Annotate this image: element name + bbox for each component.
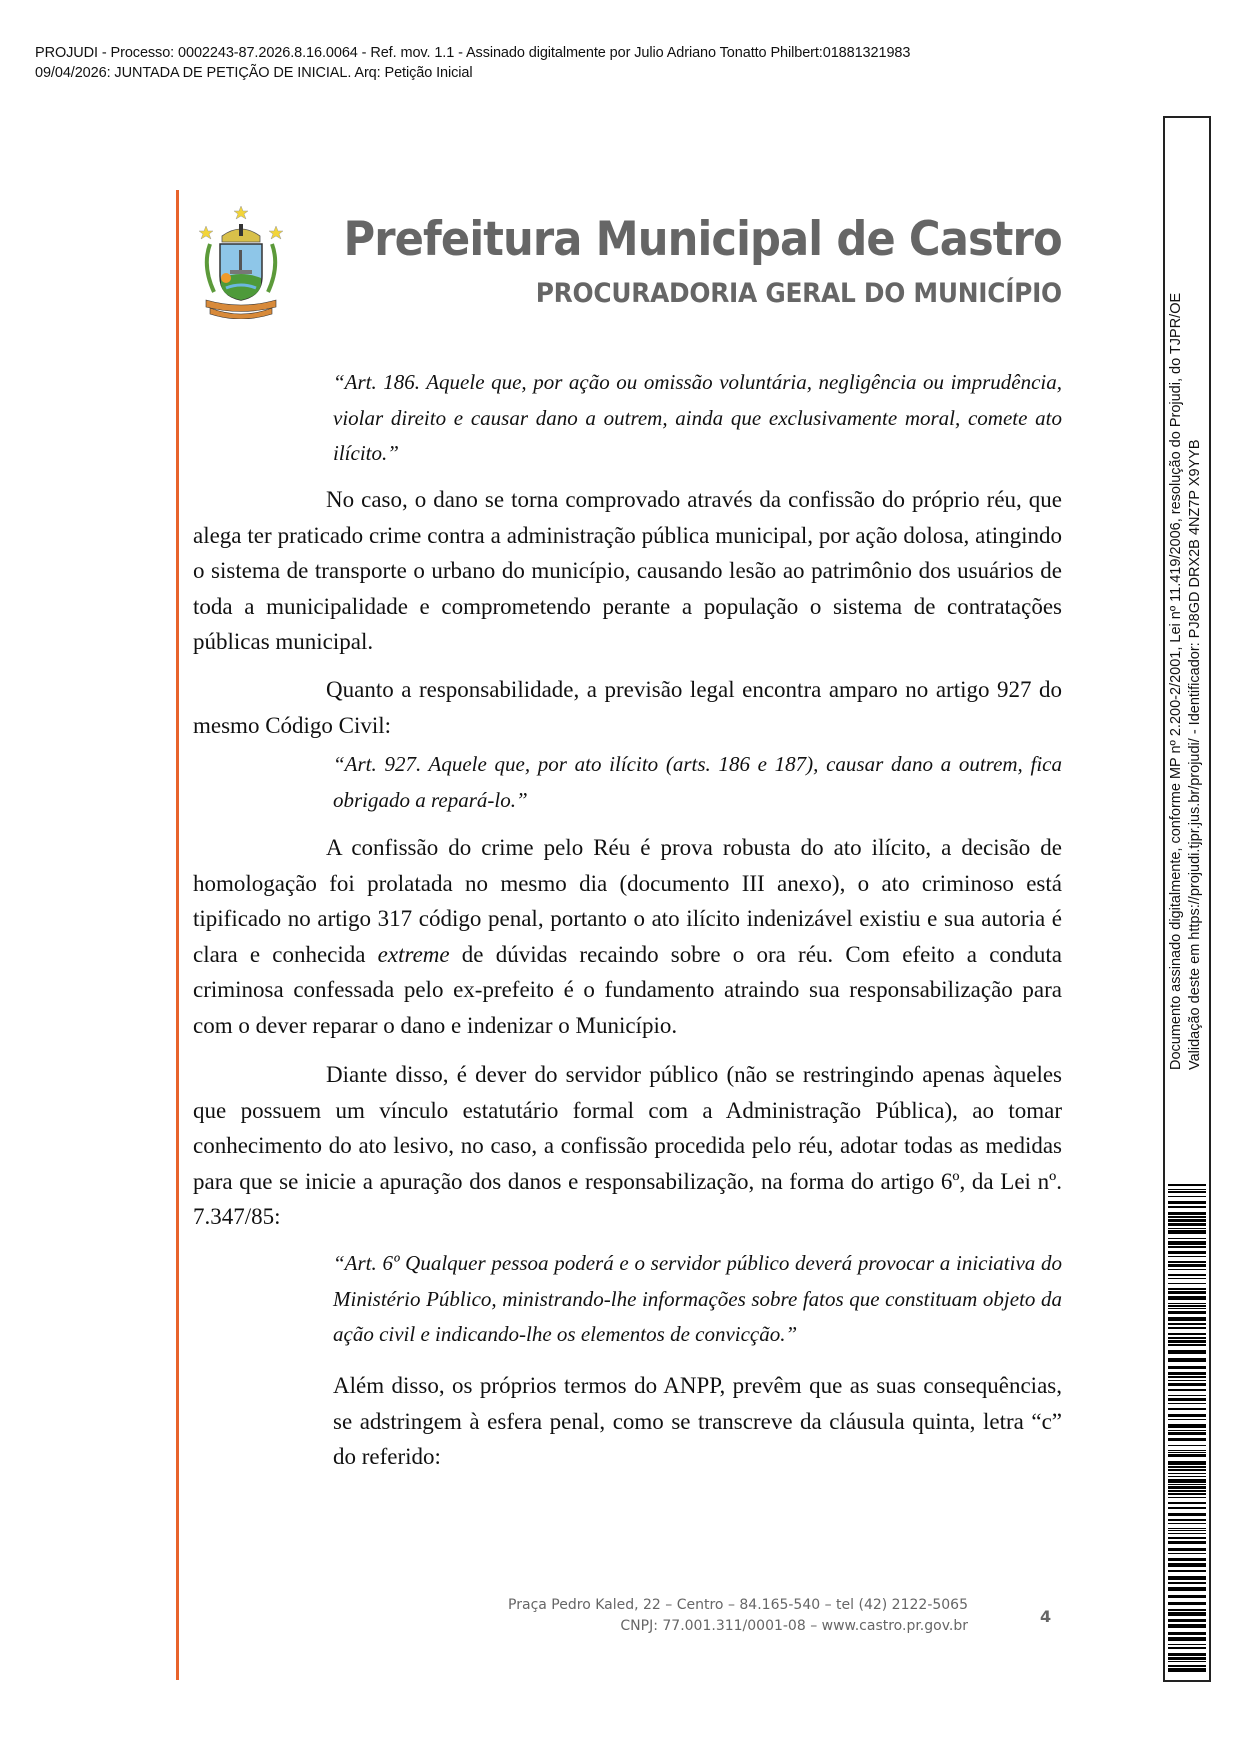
barcode-bar — [1168, 1283, 1206, 1284]
accent-line — [176, 190, 179, 1680]
footer-address: Praça Pedro Kaled, 22 – Centro – 84.165-540 – tel (42) 2122-5065 — [508, 1597, 968, 1613]
barcode-bar — [1168, 1264, 1206, 1267]
barcode-bar — [1168, 1389, 1206, 1391]
projudi-header-line2: 09/04/2026: JUNTADA DE PETIÇÃO DE INICIAL. Arq: Petição Inicial — [35, 65, 473, 81]
barcode-bar — [1168, 1587, 1206, 1591]
barcode-bar — [1168, 1502, 1206, 1504]
barcode-bar — [1168, 1644, 1206, 1645]
barcode-bar — [1168, 1424, 1206, 1428]
barcode-bar — [1168, 1219, 1206, 1222]
barcode-bar — [1168, 1576, 1206, 1580]
barcode-bar — [1168, 1344, 1206, 1346]
barcode-bar — [1168, 1296, 1206, 1300]
barcode-bar — [1168, 1246, 1206, 1248]
barcode-bar — [1168, 1661, 1206, 1662]
barcode-bar — [1168, 1305, 1206, 1307]
barcode-bar — [1168, 1497, 1206, 1498]
barcode-bar — [1168, 1612, 1206, 1616]
barcode-bar — [1168, 1403, 1206, 1404]
barcode-bar — [1168, 1493, 1206, 1495]
barcode-bar — [1168, 1395, 1206, 1396]
barcode-bar — [1168, 1486, 1206, 1489]
paragraph-diante-disso — [193, 1057, 1062, 1235]
paragraph-diante-disso-text: Diante disso, é dever do servidor público (não se restringindo apenas àqueles que possuem um vínculo estatutário formal com a Administração Pública), ao tomar conhecimento do ato lesivo, no caso, a confissão procedida pelo réu, adotar todas as medidas para que se inicie a apuração dos danos e responsabilização, na forma do artigo 6º, da Lei nº. 7.347/85: — [193, 1062, 1062, 1229]
barcode-bar — [1168, 1323, 1206, 1325]
barcode-bar — [1168, 1398, 1206, 1401]
quote-art-927: “Art. 927. Aquele que, por ato ilícito (arts. 186 e 187), causar dano a outrem, fica obrigado a repará-lo.” — [333, 752, 1062, 812]
barcode-bar — [1168, 1558, 1206, 1561]
barcode-bar — [1168, 1479, 1206, 1483]
barcode-bar — [1168, 1432, 1206, 1435]
barcode-bar — [1168, 1327, 1206, 1329]
barcode-bar — [1168, 1619, 1206, 1622]
barcode-bar — [1168, 1212, 1206, 1215]
barcode-bar — [1168, 1191, 1206, 1193]
barcode-bar — [1168, 1445, 1206, 1446]
coat-of-arms-icon — [196, 204, 286, 319]
barcode-bar — [1168, 1563, 1206, 1567]
barcode-bar — [1168, 1238, 1206, 1239]
barcode-bar — [1168, 1317, 1206, 1321]
barcode-bar — [1168, 1430, 1206, 1431]
quote-art-6: “Art. 6º Qualquer pessoa poderá e o servidor público deverá provocar a iniciativa do Ministério Público, ministrando-lhe informações sobre fatos que constituam objeto da ação civil e indicando-lhe os elementos de convicção.” — [333, 1251, 1062, 1346]
barcode-bar — [1168, 1256, 1206, 1257]
signature-stamp-line2: Validação deste em https://projudi.tjpr.jus.br/projudi/ - Identificador: PJ8GD DRX2B 4NZ7P X9YYB — [1187, 439, 1203, 1070]
barcode-bar — [1168, 1452, 1206, 1453]
paragraph-responsabilidade — [193, 672, 1062, 743]
barcode-bar — [1168, 1337, 1206, 1339]
barcode-bar — [1168, 1278, 1206, 1279]
barcode-bar — [1168, 1366, 1206, 1369]
barcode-bar — [1168, 1533, 1206, 1534]
barcode-bar — [1168, 1637, 1206, 1641]
letterhead-title: Prefeitura Municipal de Castro — [343, 212, 1062, 267]
barcode-bar — [1168, 1653, 1206, 1656]
barcode-bar — [1168, 1553, 1206, 1554]
barcode-bar — [1168, 1602, 1206, 1605]
paragraph-responsabilidade-text: Quanto a responsabilidade, a previsão legal encontra amparo no artigo 927 do mesmo Código Civil: — [193, 677, 1062, 738]
paragraph-confissao — [193, 830, 1062, 1043]
barcode-bar — [1168, 1461, 1206, 1465]
barcode-bar — [1168, 1380, 1206, 1381]
barcode-bar — [1168, 1350, 1206, 1354]
barcode-bar — [1168, 1473, 1206, 1474]
paragraph-confissao-text-2: de dúvidas recaindo sobre o ora réu. Com efeito a conduta criminosa confessada pelo ex-prefeito é o fundamento atraindo sua responsabilização para com o dever reparar o dano e indenizar o Município. — [193, 941, 1062, 1038]
barcode-bar — [1168, 1201, 1206, 1204]
barcode-bar — [1168, 1308, 1206, 1309]
barcode-bar — [1168, 1383, 1206, 1386]
barcode-bar — [1168, 1251, 1206, 1254]
barcode-bar — [1168, 1668, 1206, 1672]
barcode-bar — [1168, 1595, 1206, 1598]
barcode-bar — [1168, 1206, 1206, 1208]
paragraph-confissao-italic: extreme — [377, 941, 450, 967]
barcode-bar — [1168, 1541, 1206, 1544]
barcode-bar — [1168, 1241, 1206, 1245]
barcode-bar — [1168, 1311, 1206, 1314]
barcode-bar — [1168, 1340, 1206, 1343]
barcode-bar — [1168, 1223, 1206, 1226]
barcode-bar — [1168, 1484, 1206, 1485]
barcode-bar — [1168, 1358, 1206, 1362]
barcode-bar — [1168, 1609, 1206, 1611]
barcode-bar — [1168, 1624, 1206, 1628]
footer — [508, 1595, 968, 1637]
barcode-bar — [1168, 1632, 1206, 1635]
barcode-bar — [1168, 1490, 1206, 1492]
signature-stamp-line1: Documento assinado digitalmente, conforme MP nº 2.200-2/2001, Lei nº 11.419/2006, resolução do Projudi, do TJPR/OE — [1168, 292, 1184, 1070]
barcode-bar — [1168, 1548, 1206, 1551]
barcode-bar — [1168, 1647, 1206, 1649]
barcode-bar — [1168, 1438, 1206, 1441]
barcode-bar — [1168, 1530, 1206, 1531]
barcode-icon — [1168, 1184, 1206, 1674]
barcode-bar — [1168, 1333, 1206, 1335]
barcode-bar — [1168, 1528, 1206, 1529]
barcode-bar — [1168, 1513, 1206, 1516]
barcode-bar — [1168, 1303, 1206, 1304]
projudi-header-line1: PROJUDI - Processo: 0002243-87.2026.8.16.0064 - Ref. mov. 1.1 - Assinado digitalmente por Julio Adriano Tonatto Philbert:01881321983 — [35, 45, 911, 61]
barcode-bar — [1168, 1537, 1206, 1539]
barcode-bar — [1168, 1274, 1206, 1276]
footer-cnpj: CNPJ: 77.001.311/0001-08 – www.castro.pr.gov.br — [620, 1618, 968, 1634]
quote-art-186: “Art. 186. Aquele que, por ação ou omissão voluntária, negligência ou imprudência, violar direito e causar dano a outrem, ainda que exclusivamente moral, comete ato ilícito.” — [333, 370, 1062, 465]
barcode-bar — [1168, 1450, 1206, 1451]
barcode-bar — [1168, 1372, 1206, 1375]
projudi-header — [35, 43, 910, 83]
barcode-bar — [1168, 1469, 1206, 1471]
barcode-bar — [1168, 1288, 1206, 1290]
barcode-bar — [1168, 1216, 1206, 1218]
barcode-bar — [1168, 1419, 1206, 1420]
barcode-bar — [1168, 1376, 1206, 1378]
barcode-bar — [1168, 1408, 1206, 1410]
barcode-bar — [1168, 1230, 1206, 1234]
letterhead-subtitle: PROCURADORIA GERAL DO MUNICÍPIO — [535, 278, 1062, 309]
barcode-bar — [1168, 1269, 1206, 1270]
barcode-bar — [1168, 1570, 1206, 1572]
paragraph-confissao-text-1: A confissão do crime pelo Réu é prova robusta do ato ilícito, a decisão de homologação foi prolatada no mesmo dia (documento III anexo), o ato criminoso está tipificado no artigo 317 código penal, portanto o ato ilícito indenizável existiu e sua autoria é clara e conhecida — [193, 835, 1062, 967]
barcode-bar — [1168, 1523, 1206, 1524]
barcode-bar — [1168, 1582, 1206, 1584]
barcode-bar — [1168, 1665, 1206, 1667]
paragraph-dano — [193, 482, 1062, 660]
barcode-bar — [1168, 1466, 1206, 1468]
barcode-bar — [1168, 1184, 1206, 1186]
barcode-bar — [1168, 1414, 1206, 1417]
digital-signature-stamp — [1163, 116, 1211, 1682]
paragraph-dano-text: No caso, o dano se torna comprovado através da confissão do próprio réu, que alega ter praticado crime contra a administração pública municipal, por ação dolosa, atingindo o sistema de transporte o urbano do município, causando lesão ao patrimônio dos usuários de toda a municipalidade e comprometendo perante a população o sistema de contratações públicas municipal. — [193, 487, 1062, 654]
barcode-bar — [1168, 1507, 1206, 1509]
barcode-bar — [1168, 1476, 1206, 1477]
barcode-bar — [1168, 1657, 1206, 1660]
barcode-bar — [1168, 1261, 1206, 1263]
barcode-bar — [1168, 1196, 1206, 1197]
barcode-bar — [1168, 1228, 1206, 1229]
page-number: 4 — [1040, 1607, 1052, 1626]
paragraph-anpp: Além disso, os próprios termos do ANPP, prevêm que as suas consequências, se adstringem à esfera penal, como se transcreve da cláusula quinta, letra “c” do referido: — [333, 1373, 1062, 1469]
barcode-bar — [1168, 1291, 1206, 1294]
barcode-bar — [1168, 1519, 1206, 1521]
barcode-bar — [1168, 1189, 1206, 1190]
barcode-bar — [1168, 1454, 1206, 1457]
